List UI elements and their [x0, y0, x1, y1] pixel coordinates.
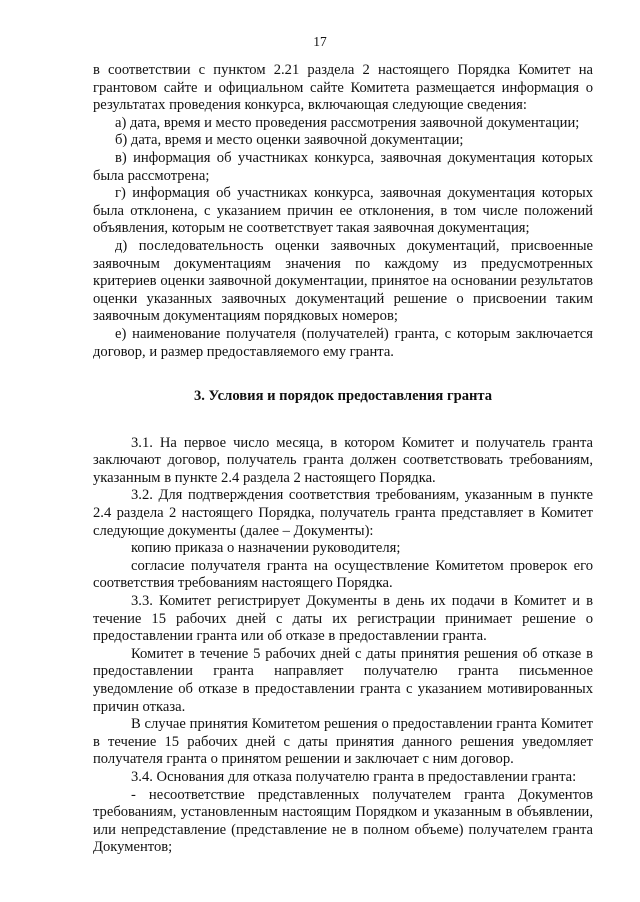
list-item-g: г) информация об участниках конкурса, заявочная документация которых была отклонена, с указанием причин ее отклонения, в том числе положений объявления, которым не соответствует такая заявочная документация; — [93, 185, 593, 237]
list-item-v: в) информация об участниках конкурса, заявочная документация которых была рассмотрена; — [93, 149, 593, 184]
document-body — [93, 62, 593, 857]
list-item-d: д) последовательность оценки заявочных документаций, присвоенные заявочным документациям значения по каждому из предусмотренных критериев оценки заявочной документации, принятое на основании результатов оценки указанных заявочных документаций решение о присвоении таким заявочным документациям порядковых номеров; — [93, 237, 593, 325]
list-item-a: а) дата, время и место проведения рассмотрения заявочной документации; — [115, 114, 580, 131]
list-item-e: е) наименование получателя (получателей) гранта, с которым заключается договор, и размер предоставляемого ему гранта. — [93, 325, 593, 360]
list-item-b: б) дата, время и место оценки заявочной документации; — [115, 132, 464, 149]
section-heading: 3. Условия и порядок предоставления гранта — [193, 388, 493, 405]
page-number: 17 — [313, 34, 327, 49]
clause-3-1: 3.1. На первое число месяца, в котором Комитет и получатель гранта заключают договор, получатель гранта должен соответствовать требованиям, указанным в пункте 2.4 раздела 2 настоящего Порядка. — [93, 434, 593, 486]
clause-3-4: 3.4. Основания для отказа получателю гранта в предоставлении гранта: — [131, 768, 577, 785]
clause-3-2: 3.2. Для подтверждения соответствия требованиям, указанным в пункте 2.4 раздела 2 настоящего Порядка, получатель гранта представляет в Комитет следующие документы (далее – Документы): — [93, 487, 593, 539]
clause-3-3-approval-notice: В случае принятия Комитетом решения о предоставлении гранта Комитет в течение 15 рабочих дней с даты принятия данного решения уведомляет получателя гранта о принятом решении и заключает с ним договор. — [93, 716, 593, 768]
clause-3-3-refusal-notice: Комитет в течение 5 рабочих дней с даты принятия решения об отказе в предоставлении гранта направляет получателю гранта письменное уведомление об отказе в предоставлении гранта с указанием мотивированных причин отказа. — [93, 645, 593, 715]
clause-3-2-item-2: согласие получателя гранта на осуществление Комитетом проверок его соответствия требованиям настоящего Порядка. — [93, 557, 593, 592]
clause-3-3: 3.3. Комитет регистрирует Документы в день их подачи в Комитет и в течение 15 рабочих дней с даты их регистрации принимает решение о предоставлении гранта или об отказе в предоставлении гранта. — [93, 593, 593, 645]
clause-3-2-item-1: копию приказа о назначении руководителя; — [131, 540, 401, 557]
paragraph-intro: в соответствии с пунктом 2.21 раздела 2 настоящего Порядка Комитет на грантовом сайте и официальном сайте Комитета размещается информация о результатах проведения конкурса, включающая следующие сведения: — [93, 62, 593, 114]
clause-3-4-item-1: - несоответствие представленных получателем гранта Документов требованиям, установленным настоящим Порядком и указанным в объявлении, или непредставление (представление не в полном объеме) получателем гранта Документов; — [93, 786, 593, 856]
